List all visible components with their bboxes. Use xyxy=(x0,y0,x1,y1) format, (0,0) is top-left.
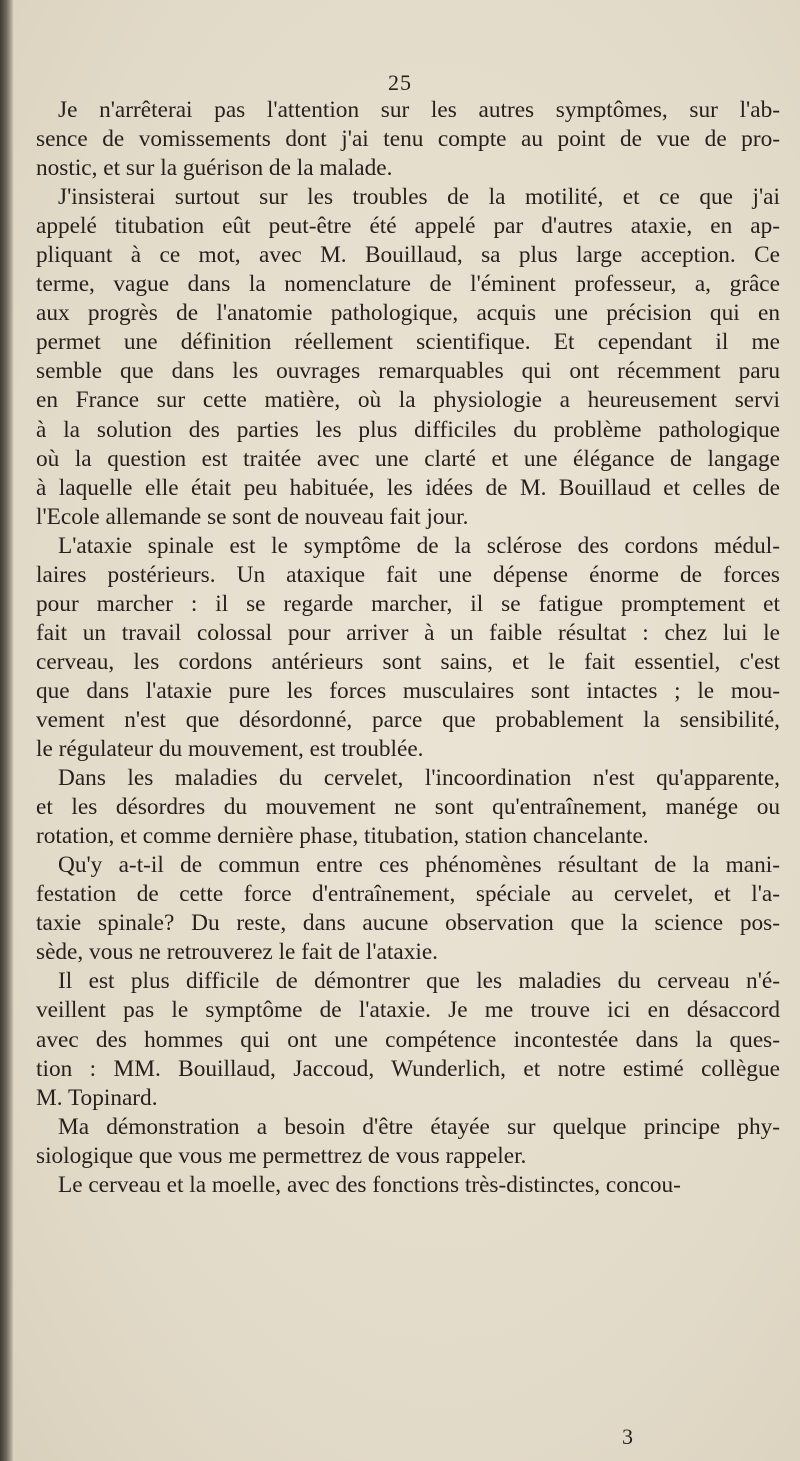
text-line: en France sur cette matière, où la physiologie a heureusement servi xyxy=(36,387,780,414)
text-line: pour marcher : il se regarde marcher, il se fatigue promptement et xyxy=(36,590,780,617)
text-line: Dans les maladies du cervelet, l'incoordination n'est qu'apparente, xyxy=(58,765,780,792)
body-text xyxy=(36,96,780,1200)
text-line: siologique que vous me permettrez de vous rappeler. xyxy=(36,1142,527,1169)
text-line: L'ataxie spinale est le symptôme de la sclérose des cordons médul- xyxy=(58,532,780,559)
text-line: cerveau, les cordons antérieurs sont sains, et le fait essentiel, c'est xyxy=(36,648,780,675)
text-line: appelé titubation eût peut-être été appelé par d'autres ataxie, en ap- xyxy=(36,213,780,240)
text-line: fait un travail colossal pour arriver à un faible résultat : chez lui le xyxy=(36,619,780,646)
text-line: à laquelle elle était peu habituée, les idées de M. Bouillaud et celles de xyxy=(36,474,780,501)
text-line: J'insisterai surtout sur les troubles de la motilité, et ce que j'ai xyxy=(58,184,780,211)
text-line: Il est plus difficile de démontrer que les maladies du cerveau n'é- xyxy=(58,968,780,995)
binding-edge xyxy=(0,0,14,1461)
text-line: Je n'arrêterai pas l'attention sur les autres symptômes, sur l'ab- xyxy=(58,97,780,123)
text-line: que dans l'ataxie pure les forces musculaires sont intactes ; le mou- xyxy=(36,677,780,704)
text-line: où la question est traitée avec une clarté et une élégance de langage xyxy=(36,445,780,472)
text-line: pliquant à ce mot, avec M. Bouillaud, sa plus large acception. Ce xyxy=(36,242,780,269)
text-line: tion : MM. Bouillaud, Jaccoud, Wunderlich, et notre estimé collègue xyxy=(36,1055,780,1082)
signature-mark: 3 xyxy=(622,1424,633,1449)
text-line: festation de cette force d'entraînement, spéciale au cervelet, et l'a- xyxy=(36,881,780,908)
text-line: sence de vomissements dont j'ai tenu compte au point de vue de pro- xyxy=(36,126,780,153)
text-line: l'Ecole allemande se sont de nouveau fait jour. xyxy=(36,503,469,530)
text-line: rotation, et comme dernière phase, titubation, station chancelante. xyxy=(36,823,649,850)
text-line: sède, vous ne retrouverez le fait de l'ataxie. xyxy=(36,939,438,966)
text-line: et les désordres du mouvement ne sont qu'entraînement, manége ou xyxy=(36,794,780,821)
text-line: taxie spinale? Du reste, dans aucune observation que la science pos- xyxy=(36,910,780,937)
text-line: vement n'est que désordonné, parce que probablement la sensibilité, xyxy=(36,706,780,733)
text-line: avec des hommes qui ont une compétence incontestée dans la ques- xyxy=(36,1026,780,1053)
text-line: le régulateur du mouvement, est troublée. xyxy=(36,736,424,763)
text-line: M. Topinard. xyxy=(36,1084,158,1111)
text-line: Qu'y a-t-il de commun entre ces phénomènes résultant de la mani- xyxy=(58,852,780,879)
text-line: nostic, et sur la guérison de la malade. xyxy=(36,155,393,182)
text-line: veillent pas le symptôme de l'ataxie. Je me trouve ici en désaccord xyxy=(36,997,780,1024)
text-line: semble que dans les ouvrages remarquables qui ont récemment paru xyxy=(36,358,780,385)
text-line: aux progrès de l'anatomie pathologique, acquis une précision qui en xyxy=(36,300,780,327)
text-line: terme, vague dans la nomenclature de l'éminent professeur, a, grâce xyxy=(36,271,780,298)
text-line: à la solution des parties les plus difficiles du problème pathologique xyxy=(36,416,780,443)
text-line: Le cerveau et la moelle, avec des fonctions très-distinctes, concou- xyxy=(58,1171,681,1198)
text-line: laires postérieurs. Un ataxique fait une dépense énorme de forces xyxy=(36,561,780,588)
text-line: Ma démonstration a besoin d'être étayée sur quelque principe phy- xyxy=(58,1113,780,1140)
page-number: 25 xyxy=(388,70,412,95)
text-line: permet une définition réellement scientifique. Et cependant il me xyxy=(36,329,780,356)
